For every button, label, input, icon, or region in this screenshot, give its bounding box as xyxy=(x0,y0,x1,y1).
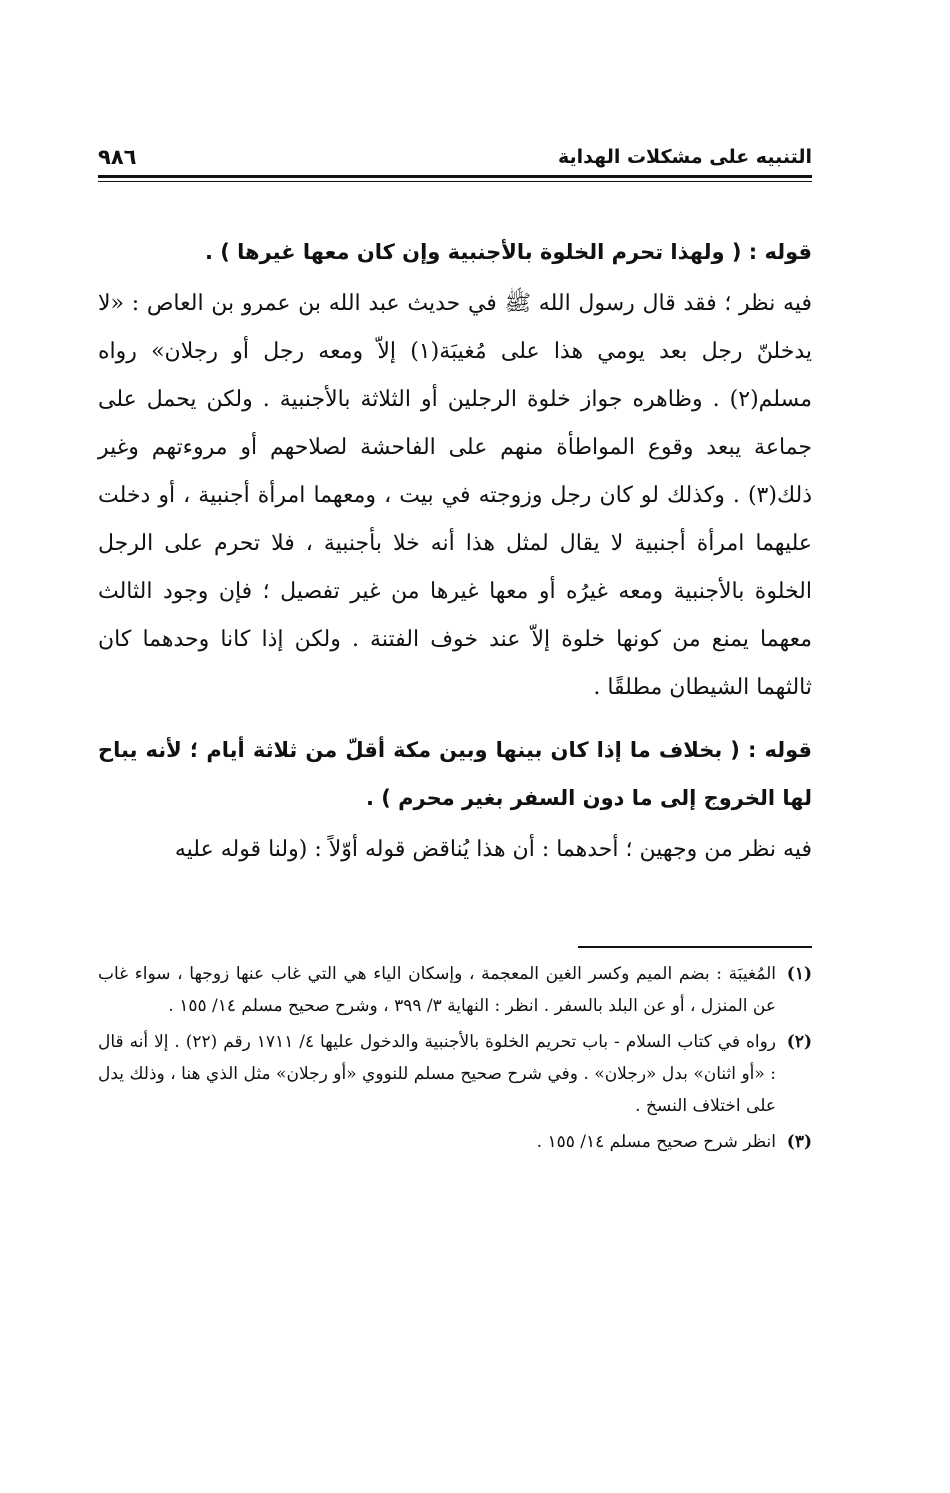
footnote-text: المُغيبَة : بضم الميم وكسر الغين المعجمة ، وإسكان الياء هي التي غاب عنها زوجها ، سواء غاب عن المنزل ، أو عن البلد بالسفر . انظر : النهاية ٣/ ٣٩٩ ، وشرح صحيح مسلم ١٤/ ١٥٥ . xyxy=(98,964,776,1016)
footnote-text: رواه في كتاب السلام - باب تحريم الخلوة بالأجنبية والدخول عليها ٤/ ١٧١١ رقم (٢٢) . إلا أنه قال : «أو اثنان» بدل «رجلان» . وفي شرح صحيح مسلم للنووي «أو رجلان» مثل الذي هنا ، وذلك يدل على اختلاف النسخ . xyxy=(98,1032,776,1116)
page-number: ٩٨٦ xyxy=(98,145,137,169)
header-rule-thin xyxy=(98,181,812,182)
main-text xyxy=(98,228,812,874)
header-rule-thick xyxy=(98,175,812,178)
footnote-3 xyxy=(98,1126,812,1158)
commentary-paragraph-2: فيه نظر من وجهين ؛ أحدهما : أن هذا يُناقض قوله أوّلاً : (ولنا قوله عليه xyxy=(174,837,812,862)
footnote-text: انظر شرح صحيح مسلم ١٤/ ١٥٥ . xyxy=(536,1132,776,1152)
footnote-2 xyxy=(98,1026,812,1122)
footnotes xyxy=(98,958,812,1162)
footnote-separator xyxy=(578,946,812,948)
running-header-title: التنبيه على مشكلات الهداية xyxy=(558,146,812,168)
running-header xyxy=(98,142,812,178)
footnote-number: (١) xyxy=(786,964,812,984)
footnote-number: (٢) xyxy=(786,1032,812,1052)
footnote-number: (٣) xyxy=(786,1132,812,1152)
commentary-paragraph-1: فيه نظر ؛ فقد قال رسول الله ﷺ في حديث عبد الله بن عمرو بن العاص : «لا يدخلنّ رجل بعد يومي هذا على مُغيبَة(١) إلاّ ومعه رجل أو رجلان» رواه مسلم(٢) . وظاهره جواز خلوة الرجلين أو الثلاثة بالأجنبية . ولكن يحمل على جماعة يبعد وقوع المواطأة منهم على الفاحشة لصلاحهم أو مروءتهم وغير ذلك(٣) . وكذلك لو كان رجل وزوجته في بيت ، ومعهما امرأة أجنبية ، أو دخلت عليهما امرأة أجنبية لا يقال لمثل هذا أنه خلا بأجنبية ، فلا تحرم على الرجل الخلوة بالأجنبية ومعه غيرُه أو معها غيرها من غير تفصيل ؛ فإن وجود الثالث معهما يمنع من كونها خلوة إلاّ عند خوف الفتنة . ولكن إذا كانا وحدهما كان ثالثهما الشيطان مطلقًا . xyxy=(98,291,812,700)
footnote-1 xyxy=(98,958,812,1022)
quoted-statement-2: قوله : ( بخلاف ما إذا كان بينها وبين مكة أقلّ من ثلاثة أيام ؛ لأنه يباح لها الخروج إلى ما دون السفر بغير محرم ) . xyxy=(98,738,812,810)
quoted-statement-1: قوله : ( ولهذا تحرم الخلوة بالأجنبية وإن كان معها غيرها ) . xyxy=(204,240,812,264)
